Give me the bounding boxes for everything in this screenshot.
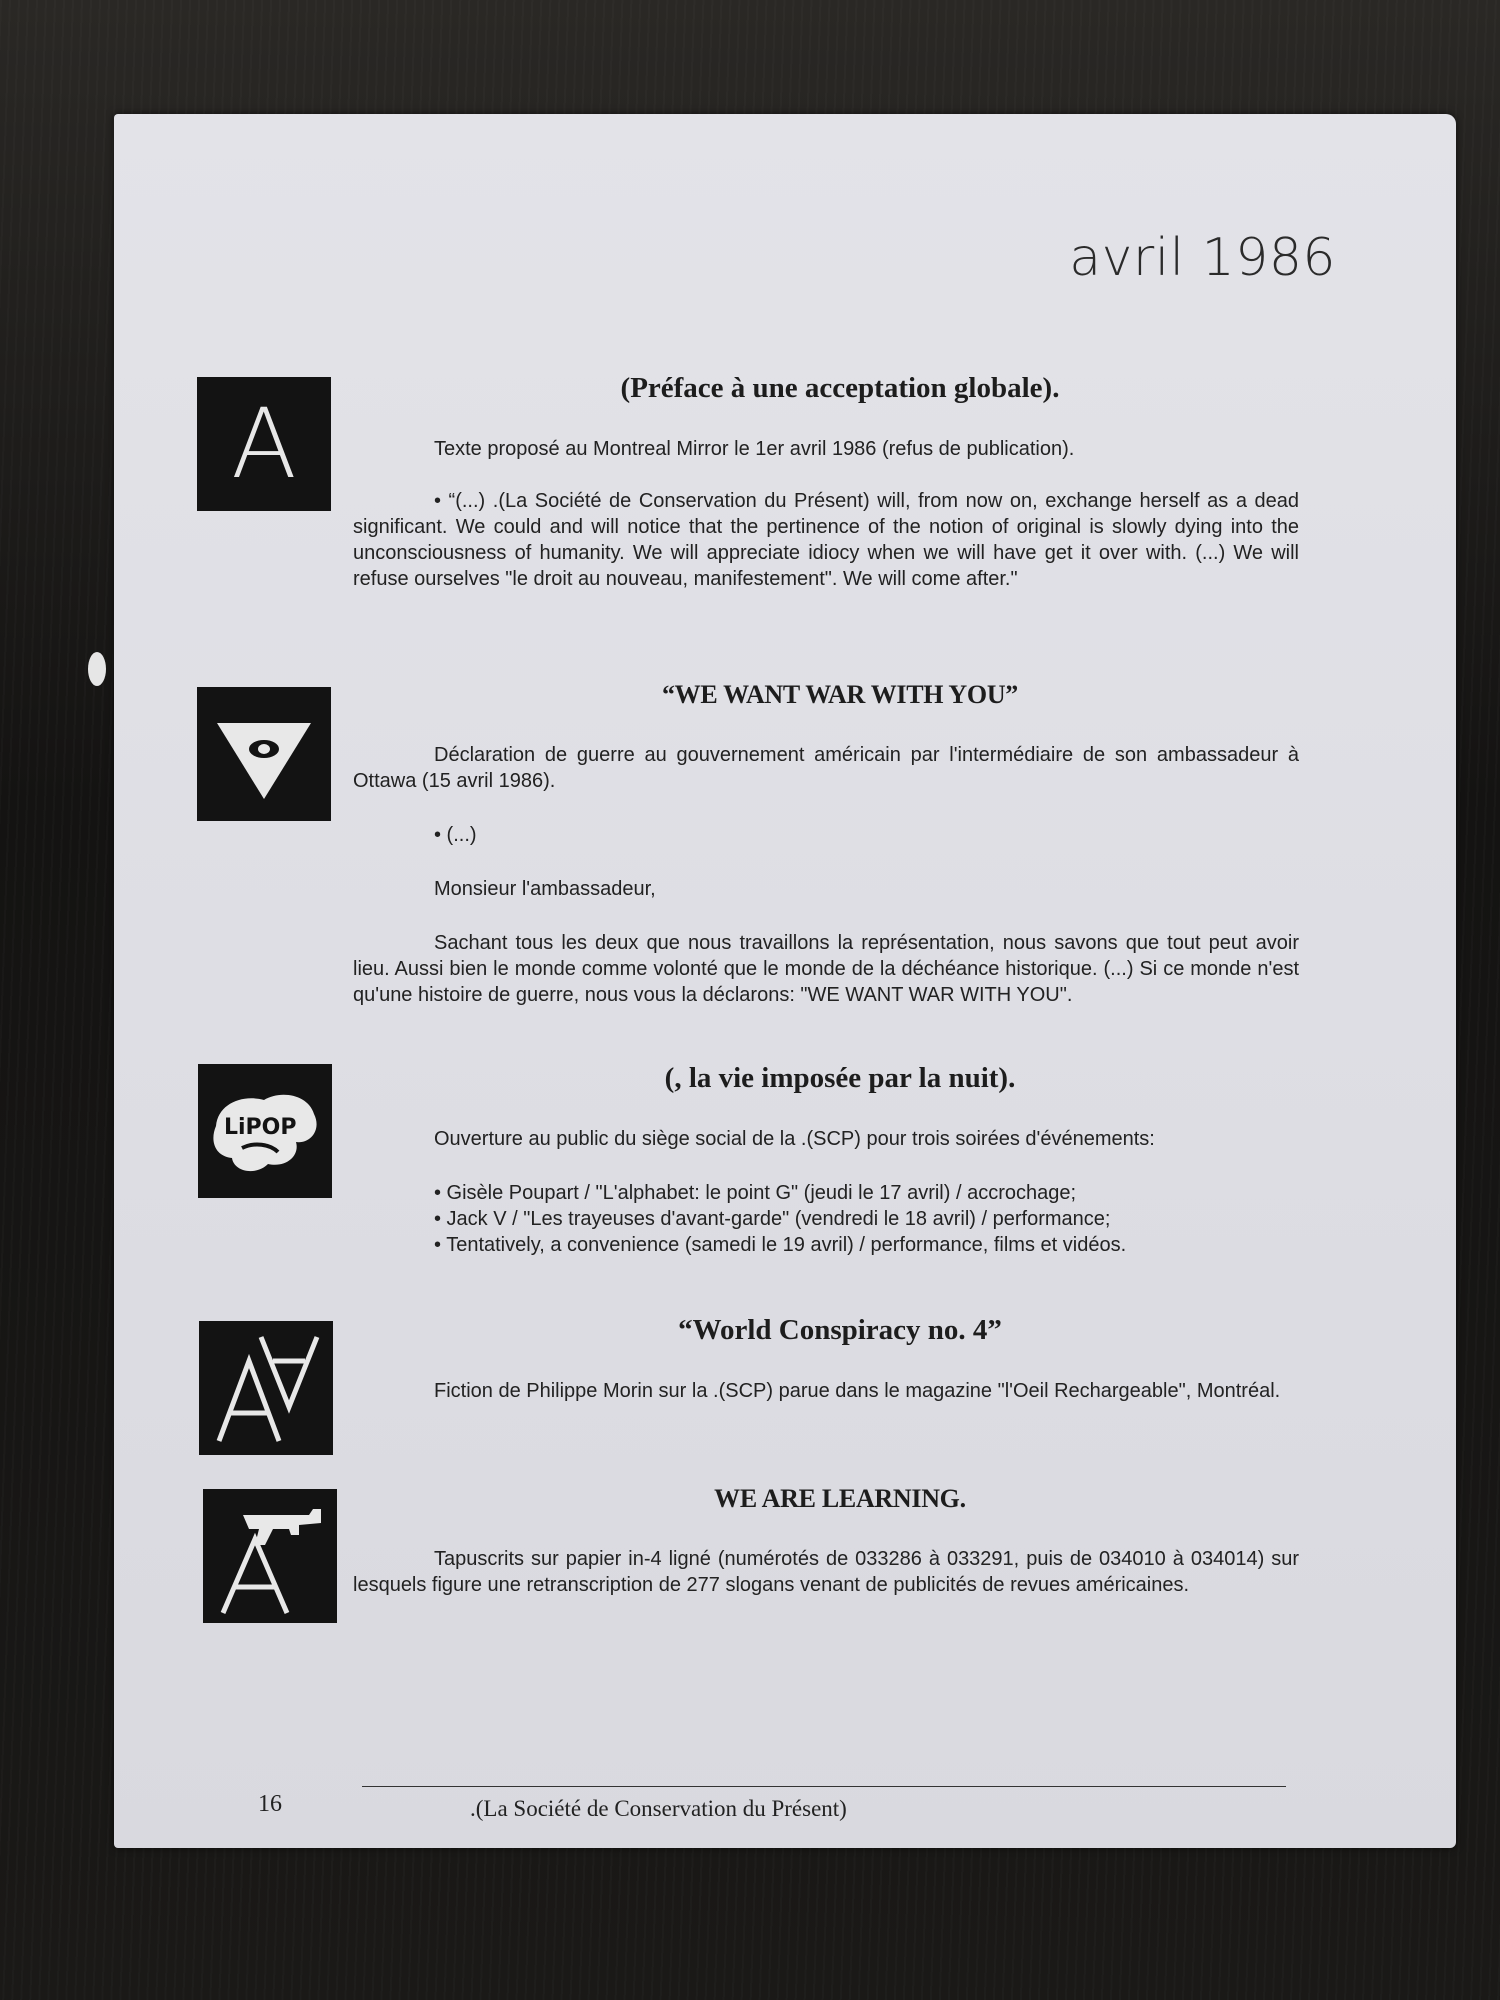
list-item: • Jack V / "Les trayeuses d'avant-garde" (vendredi le 18 avril) / performance;	[434, 1208, 1111, 1230]
svg-text:LiPOP: LiPOP	[224, 1115, 297, 1140]
double-a-icon	[199, 1321, 333, 1455]
list-item: • Gisèle Poupart / "L'alphabet: le point G" (jeudi le 17 avril) / accrochage;	[434, 1182, 1077, 1204]
revolver-a-icon	[203, 1489, 337, 1623]
section-paragraph: Déclaration de guerre au gouvernement américain par l'intermédiaire de son ambassadeur à Ottawa (15 avril 1986).	[353, 744, 1299, 792]
section-paragraph: • “(...) .(La Société de Conservation du Présent) will, from now on, exchange herself as a dead significant. We could and will notice that the pertinence of the notion of original is slowly dying into the unconsciousness of humanity. We will appreciate idiocy when we will have get it over with. (...) We will refuse ourselves "le droit au nouveau, manifestement". We will come after."	[353, 490, 1299, 590]
section-paragraph: Monsieur l'ambassadeur,	[434, 878, 656, 900]
section-title: (Préface à une acceptation globale).	[620, 372, 1060, 404]
paper-tape-mark	[88, 652, 106, 686]
section-paragraph: Fiction de Philippe Morin sur la .(SCP) parue dans le magazine "l'Oeil Rechargeable", Montréal.	[434, 1380, 1281, 1402]
section-paragraph: Ouverture au public du siège social de la .(SCP) pour trois soirées d'événements:	[434, 1128, 1155, 1150]
section-body	[353, 1546, 1299, 1626]
footer-publisher: .(La Société de Conservation du Présent)	[470, 1796, 847, 1821]
section-body	[353, 436, 1299, 620]
section-paragraph: • (...)	[434, 824, 477, 846]
icon-letter: A	[231, 388, 297, 500]
section-body	[353, 742, 1299, 1036]
section-title: “World Conspiracy no. 4”	[678, 1314, 1002, 1346]
section-title: “WE WANT WAR WITH YOU”	[661, 680, 1019, 709]
section-title: (, la vie imposée par la nuit).	[664, 1062, 1016, 1094]
footer-rule	[362, 1786, 1286, 1787]
page-date: avril 1986	[1069, 228, 1336, 288]
eye-triangle-icon	[197, 687, 331, 821]
section-body	[353, 1378, 1299, 1432]
page-number: 16	[258, 1791, 282, 1817]
section-paragraph: Tapuscrits sur papier in-4 ligné (numérotés de 033286 à 033291, puis de 034010 à 034014) sur lesquels figure une retranscription de 277 slogans venant de publicités de revues américaines.	[353, 1548, 1299, 1596]
section-body	[353, 1126, 1299, 1258]
event-list	[353, 1180, 1299, 1258]
section-paragraph: Sachant tous les deux que nous travaillons la représentation, nous savons que tout peut avoir lieu. Aussi bien le monde comme volonté que le monde de la déchéance historique. (...) Si ce monde n'est qu'une histoire de guerre, nous vous la déclarons: "WE WANT WAR WITH YOU".	[353, 932, 1299, 1006]
pop-logo-icon	[198, 1064, 332, 1198]
list-item: • Tentatively, a convenience (samedi le 19 avril) / performance, films et vidéos.	[434, 1234, 1127, 1256]
letter-a-icon	[197, 377, 331, 511]
section-paragraph: Texte proposé au Montreal Mirror le 1er avril 1986 (refus de publication).	[434, 438, 1075, 460]
section-title: WE ARE LEARNING.	[714, 1484, 966, 1513]
